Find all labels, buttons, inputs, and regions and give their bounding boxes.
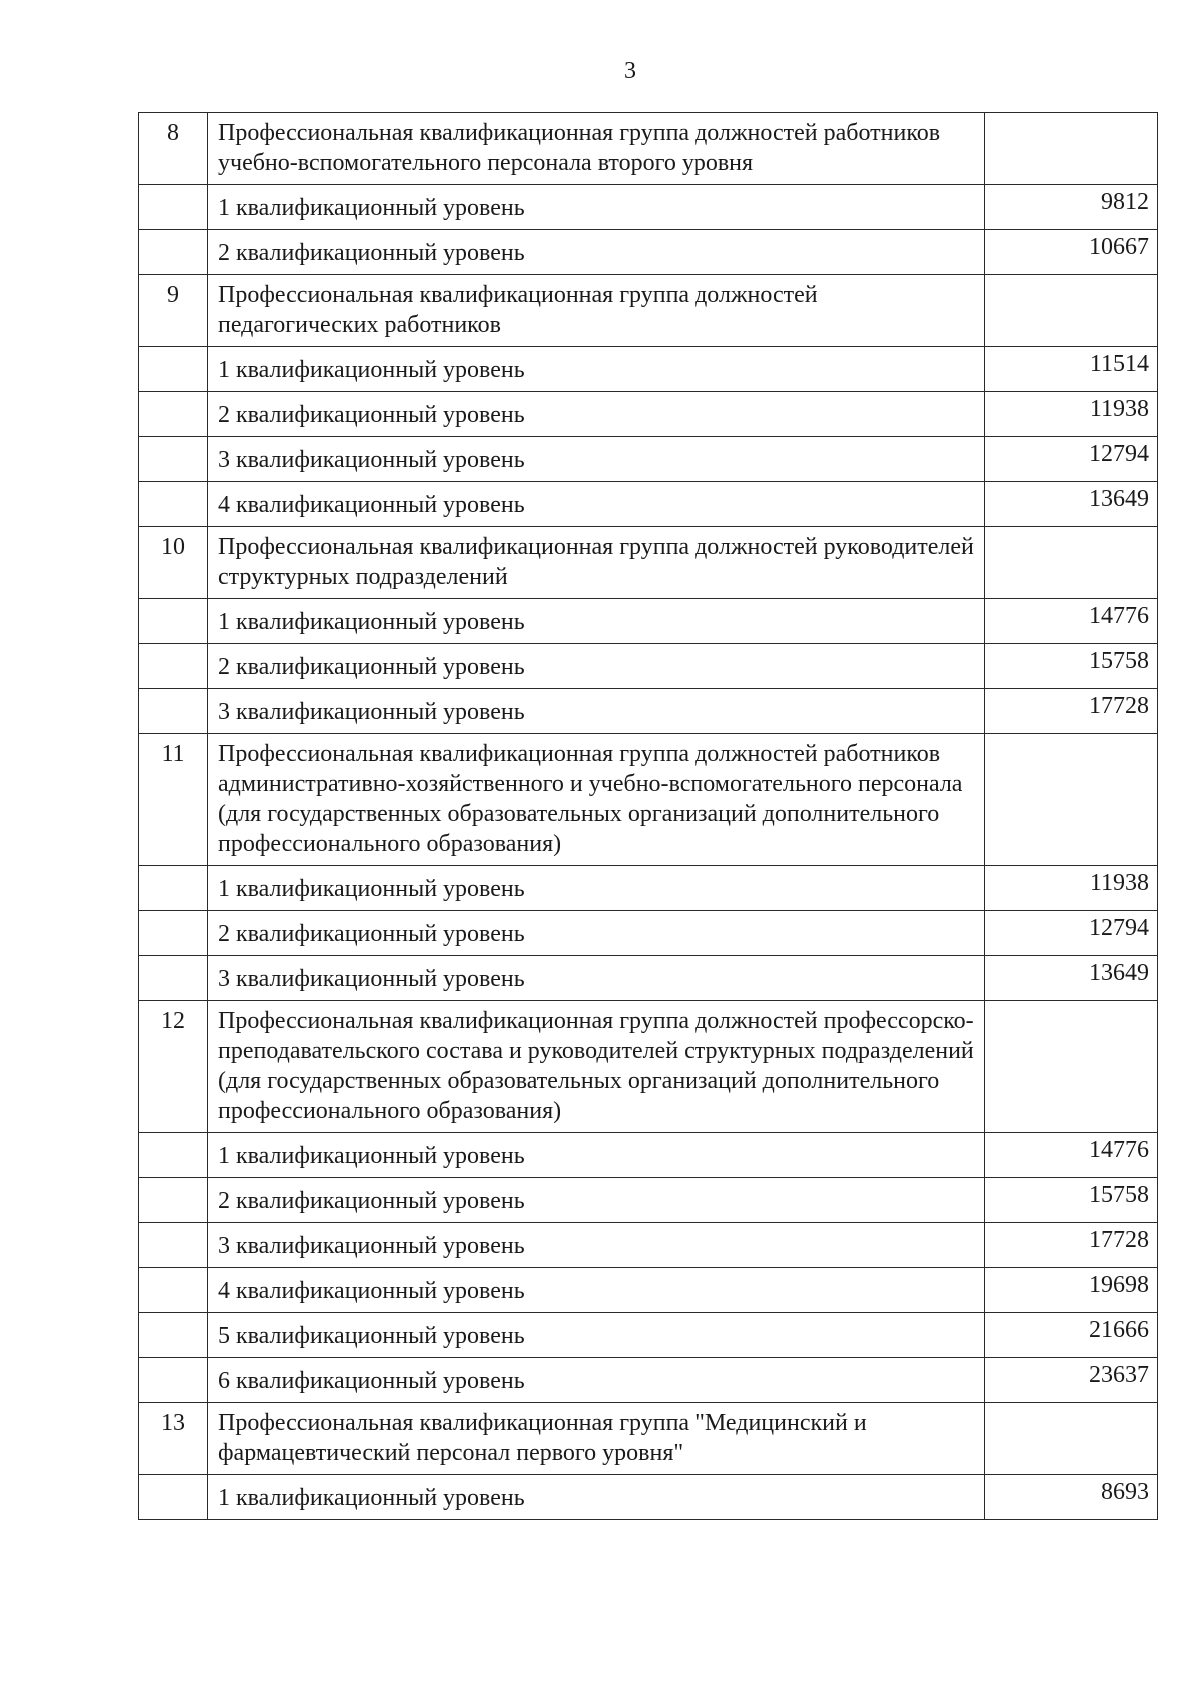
salary-value-cell	[985, 275, 1158, 347]
row-number-cell	[139, 599, 208, 644]
qualification-level-row	[139, 911, 1158, 956]
level-name-cell: 3 квалификационный уровень	[208, 956, 985, 1001]
row-number-cell	[139, 1313, 208, 1358]
group-name-cell: Профессиональная квалификационная группа должностей профессорско-преподавательского состава и руководителей структурных подразделений (для государственных образовательных организаций дополнительного профессионального образования)	[208, 1001, 985, 1133]
qualification-group-row	[139, 1403, 1158, 1475]
qualification-level-row	[139, 1358, 1158, 1403]
row-number-cell	[139, 866, 208, 911]
level-name-cell: 1 квалификационный уровень	[208, 185, 985, 230]
row-number-cell	[139, 1178, 208, 1223]
salary-value-cell	[985, 1403, 1158, 1475]
row-number-cell	[139, 347, 208, 392]
row-number-cell	[139, 911, 208, 956]
qualification-level-row	[139, 1475, 1158, 1520]
qualification-level-row	[139, 599, 1158, 644]
page-number: 3	[624, 58, 636, 84]
salary-value-cell: 9812	[985, 185, 1158, 230]
qualification-group-row	[139, 275, 1158, 347]
level-name-cell: 1 квалификационный уровень	[208, 347, 985, 392]
salary-value-cell: 14776	[985, 1133, 1158, 1178]
salary-table	[138, 112, 1158, 1520]
salary-value-cell: 13649	[985, 956, 1158, 1001]
group-name-cell: Профессиональная квалификационная группа должностей работников учебно-вспомогательного персонала второго уровня	[208, 113, 985, 185]
level-name-cell: 1 квалификационный уровень	[208, 1475, 985, 1520]
qualification-level-row	[139, 230, 1158, 275]
qualification-level-row	[139, 1178, 1158, 1223]
qualification-group-row	[139, 1001, 1158, 1133]
level-name-cell: 5 квалификационный уровень	[208, 1313, 985, 1358]
row-number-cell: 10	[139, 527, 208, 599]
group-name-cell: Профессиональная квалификационная группа "Медицинский и фармацевтический персонал первого уровня"	[208, 1403, 985, 1475]
salary-value-cell	[985, 527, 1158, 599]
row-number-cell: 12	[139, 1001, 208, 1133]
qualification-level-row	[139, 1223, 1158, 1268]
qualification-level-row	[139, 644, 1158, 689]
group-name-cell: Профессиональная квалификационная группа должностей педагогических работников	[208, 275, 985, 347]
qualification-group-row	[139, 734, 1158, 866]
row-number-cell: 13	[139, 1403, 208, 1475]
row-number-cell	[139, 1223, 208, 1268]
qualification-level-row	[139, 392, 1158, 437]
row-number-cell	[139, 437, 208, 482]
row-number-cell	[139, 1358, 208, 1403]
level-name-cell: 2 квалификационный уровень	[208, 230, 985, 275]
salary-value-cell: 21666	[985, 1313, 1158, 1358]
salary-value-cell: 12794	[985, 911, 1158, 956]
qualification-level-row	[139, 437, 1158, 482]
row-number-cell: 8	[139, 113, 208, 185]
level-name-cell: 1 квалификационный уровень	[208, 599, 985, 644]
salary-value-cell: 17728	[985, 1223, 1158, 1268]
level-name-cell: 1 квалификационный уровень	[208, 1133, 985, 1178]
salary-value-cell: 10667	[985, 230, 1158, 275]
level-name-cell: 1 квалификационный уровень	[208, 866, 985, 911]
level-name-cell: 4 квалификационный уровень	[208, 482, 985, 527]
salary-value-cell: 11514	[985, 347, 1158, 392]
qualification-group-row	[139, 113, 1158, 185]
group-name-cell: Профессиональная квалификационная группа должностей работников административно-хозяйственного и учебно-вспомогательного персонала (для государственных образовательных организаций дополнительного профессионального образования)	[208, 734, 985, 866]
row-number-cell	[139, 482, 208, 527]
qualification-group-row	[139, 527, 1158, 599]
qualification-level-row	[139, 1268, 1158, 1313]
qualification-level-row	[139, 866, 1158, 911]
salary-value-cell: 11938	[985, 866, 1158, 911]
level-name-cell: 2 квалификационный уровень	[208, 911, 985, 956]
qualification-level-row	[139, 1133, 1158, 1178]
qualification-level-row	[139, 347, 1158, 392]
salary-value-cell	[985, 113, 1158, 185]
row-number-cell	[139, 644, 208, 689]
row-number-cell	[139, 392, 208, 437]
level-name-cell: 2 квалификационный уровень	[208, 644, 985, 689]
salary-value-cell: 8693	[985, 1475, 1158, 1520]
row-number-cell	[139, 956, 208, 1001]
qualification-level-row	[139, 956, 1158, 1001]
row-number-cell	[139, 1268, 208, 1313]
salary-value-cell: 15758	[985, 1178, 1158, 1223]
row-number-cell	[139, 1475, 208, 1520]
row-number-cell: 11	[139, 734, 208, 866]
row-number-cell	[139, 689, 208, 734]
salary-value-cell: 13649	[985, 482, 1158, 527]
salary-value-cell: 15758	[985, 644, 1158, 689]
level-name-cell: 6 квалификационный уровень	[208, 1358, 985, 1403]
row-number-cell: 9	[139, 275, 208, 347]
salary-value-cell: 14776	[985, 599, 1158, 644]
salary-value-cell: 23637	[985, 1358, 1158, 1403]
level-name-cell: 3 квалификационный уровень	[208, 689, 985, 734]
salary-value-cell	[985, 734, 1158, 866]
group-name-cell: Профессиональная квалификационная группа должностей руководителей структурных подразделений	[208, 527, 985, 599]
level-name-cell: 4 квалификационный уровень	[208, 1268, 985, 1313]
salary-table-body	[139, 113, 1158, 1520]
row-number-cell	[139, 185, 208, 230]
level-name-cell: 3 квалификационный уровень	[208, 1223, 985, 1268]
qualification-level-row	[139, 689, 1158, 734]
salary-value-cell: 19698	[985, 1268, 1158, 1313]
row-number-cell	[139, 1133, 208, 1178]
row-number-cell	[139, 230, 208, 275]
salary-value-cell	[985, 1001, 1158, 1133]
salary-value-cell: 12794	[985, 437, 1158, 482]
salary-value-cell: 11938	[985, 392, 1158, 437]
qualification-level-row	[139, 1313, 1158, 1358]
qualification-level-row	[139, 185, 1158, 230]
level-name-cell: 3 квалификационный уровень	[208, 437, 985, 482]
level-name-cell: 2 квалификационный уровень	[208, 1178, 985, 1223]
salary-value-cell: 17728	[985, 689, 1158, 734]
level-name-cell: 2 квалификационный уровень	[208, 392, 985, 437]
qualification-level-row	[139, 482, 1158, 527]
